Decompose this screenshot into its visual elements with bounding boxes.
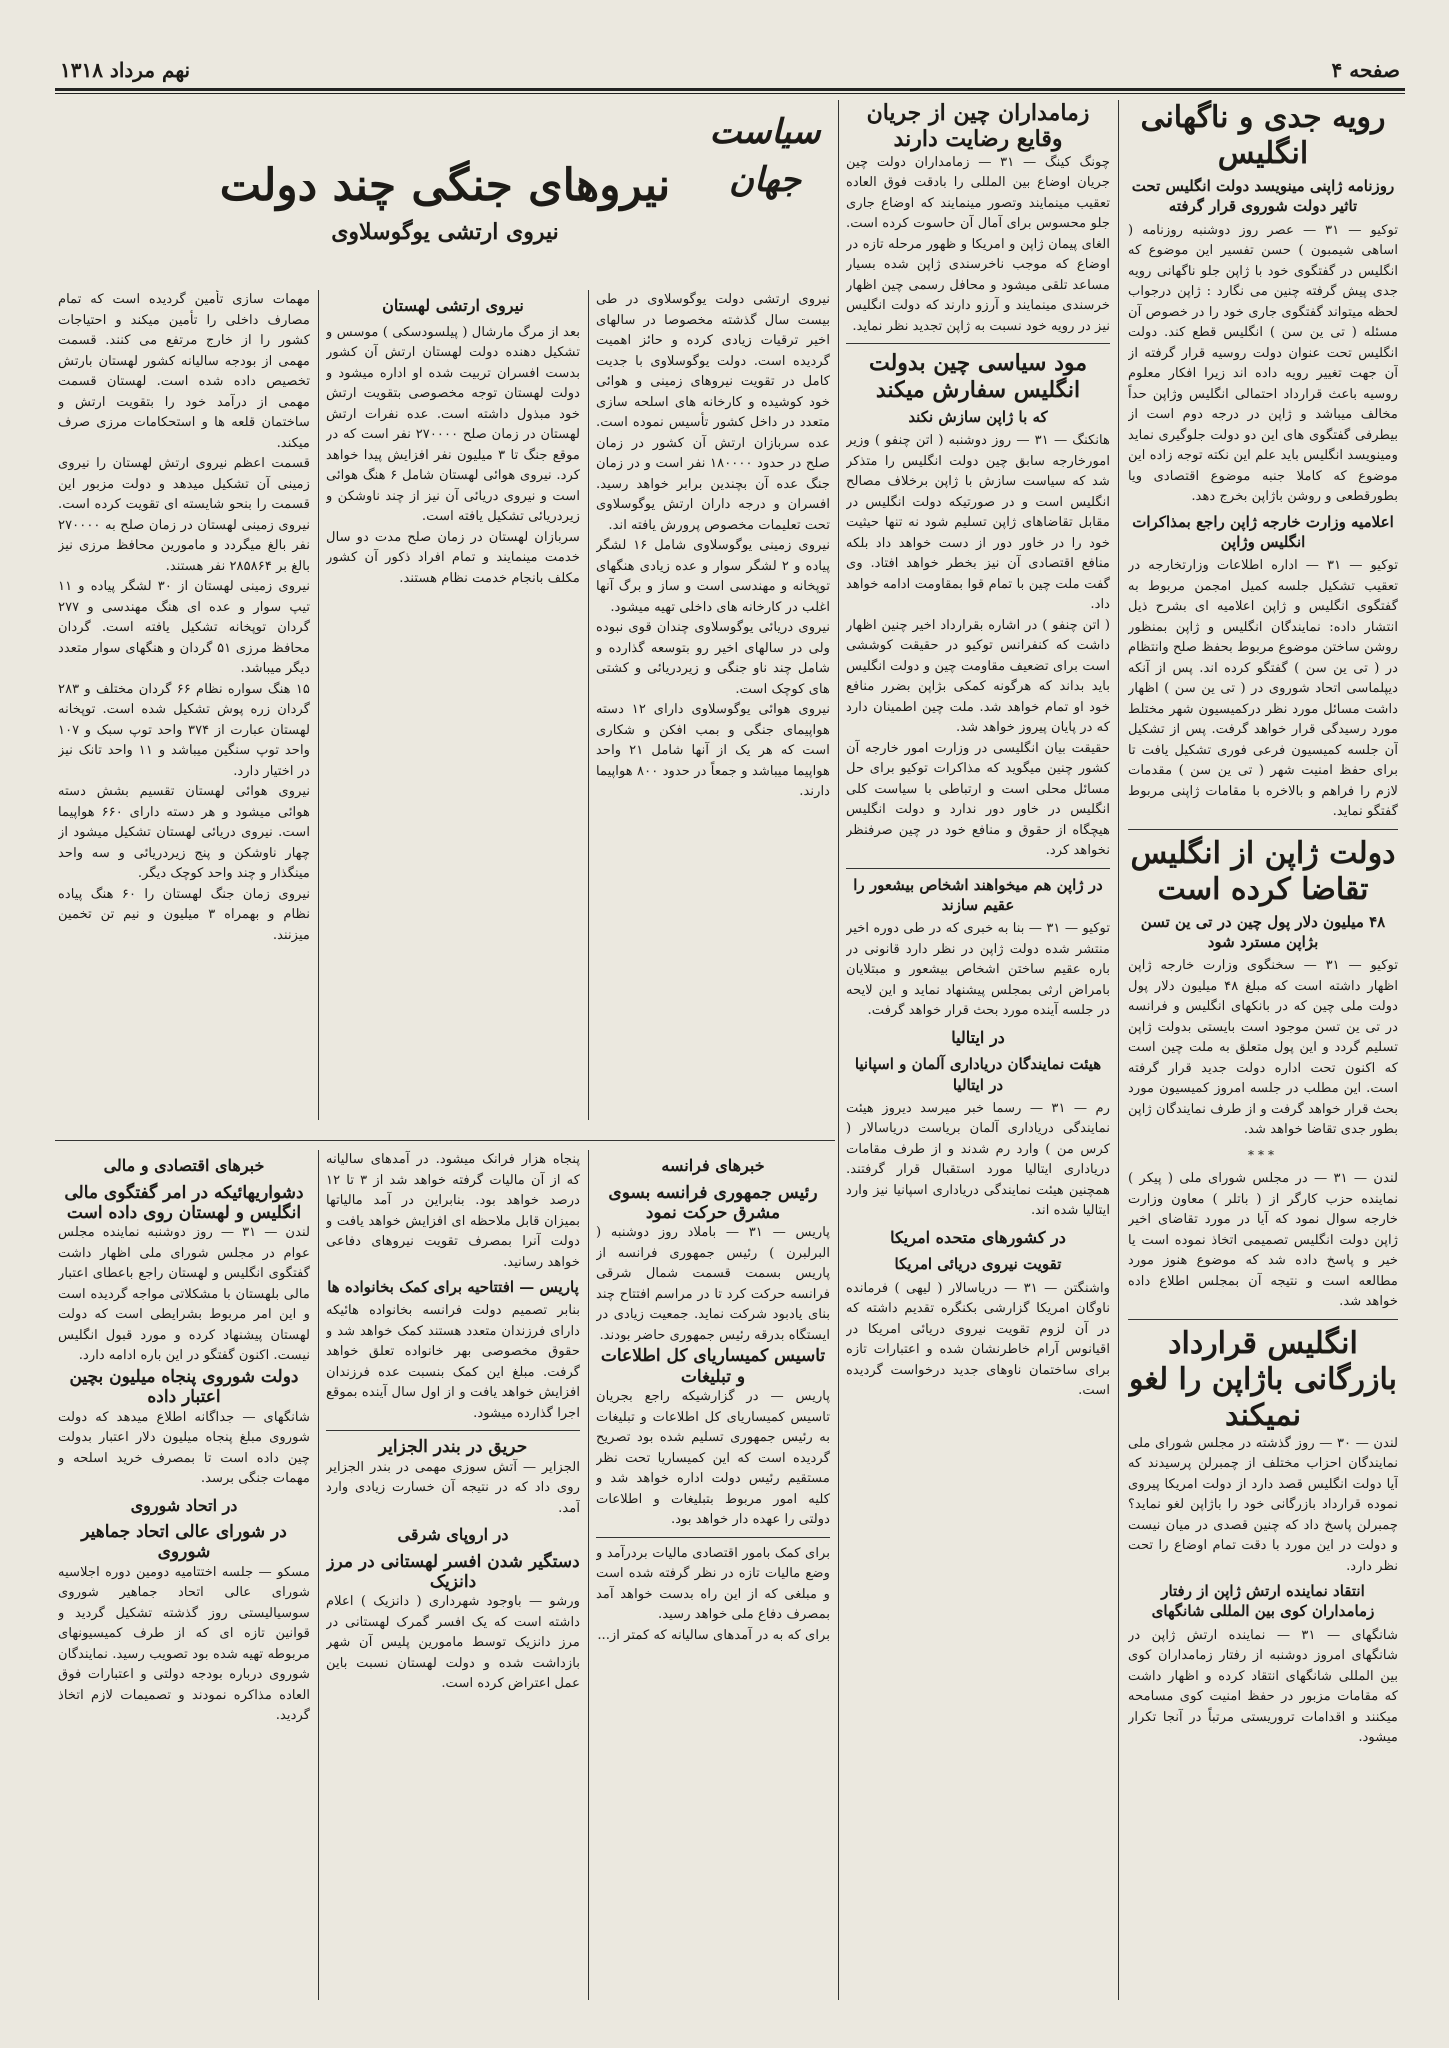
article-body: قسمت اعظم نیروی ارتش لهستان را نیروی زمینی آن تشکیل میدهد و دولت مزبور این قسمت را بنحو شایسته ای تقویت کرده است. نیروی زمینی لهستان در زمان صلح به ۲۷۰۰۰۰ نفر بالغ میگردد و مامورین محافظ مرزی نیز بالغ بر ۲۸۵۸۶۴ نفر هستند. — [58, 456, 310, 574]
subhead-family-aid: پاریس — افتتاحیه برای کمک بخانواده ها — [327, 1278, 579, 1296]
article-body: هانکنگ — ۳۱ — روز دوشنبه ( اتن چنفو ) وزیر امورخارجه سابق چین دولت انگلیس را متذکر شد که سیاست سازش با ژاپن برخلاف مصالح انگلیس است و در صورتیکه دولت انگلیس در مقابل تقاضاهای ژاپن تسلیم شود نه تنها حیثیت خود را در خاور دور از دست خواهد داد بلکه منافع اقتصادی آن نیز بخطر خواهد افتاد. وی گفت ملت چین با تمام قوا بمقاومت ادامه خواهد داد. — [846, 433, 1110, 613]
section-logo: سیاست جهان — [709, 112, 821, 200]
divider — [596, 1537, 830, 1538]
article-body: پنجاه هزار فرانک میشود. در آمدهای سالیانه که از آن مالیات گرفته خواهد شد از ۳ تا ۱۲ درصد خواهد بود. بنابراین در آمد مالیاتها بمیزان قابل ملاحظه ای افزایش خواهد یافت و دولت آنرا بمصرف تقویت نیروهای دفاعی خواهد رسانید. — [326, 1152, 580, 1270]
article-body: رم — ۳۱ — رسما خبر میرسد دیروز هیئت نمایندگی دریاداری آلمان بریاست دریاسالار ( کرس من ) وارد رم شدند و از طرف مقامات دریاداری ایتالیا مورد استقبال قرار گرفتند. همچنین هیئت نمایندگی دریاداری اسپانیا نیز وارد ایتالیا شده اند. — [846, 1100, 1110, 1219]
separator-stars: *** — [1248, 1147, 1278, 1162]
article-body: چونگ کینگ — ۳۱ — زمامداران دولت چین جریان اوضاع بین المللی را بادقت فوق العاده تعقیب مینمایند وتصور مینمایند که اوضاع جاری جلو محسوس برای آمال آن حاسوت کرده است. الغای پیمان ژاپن و امریکا و ظهور مرحله تازه در اوضاع که موجب ناخرسندی ژاپن شده بسیار مساعد تلقی میشود و محافل رسمی چین اظهار خرسندی مینمایند و آرزو دارند که دولت انگلیس نیز در رویه خود نسبت به ژاپن تجدید نظر نماید. — [846, 154, 1110, 334]
headline-uk-poland-finance: دشواریهائیکه در امر گفتگوی مالی انگلیس و لهستان روی داده است — [64, 1182, 304, 1223]
masthead — [60, 52, 1400, 88]
article-body: بعد از مرگ مارشال ( پیلسودسکی ) موسس و تشکیل دهنده دولت لهستان ارتش آن کشور بدست افسران تربیت شده او اداره میشود و دولت لهستان توجه مخصوصی بتقویت ارتش خود مبذول داشته است. عده نفرات ارتش لهستان در زمان صلح ۲۷۰۰۰۰ نفر است که در موقع جنگ تا ۳ میلیون نفر افزایش پیدا خواهد کرد. نیروی هوائی لهستان شامل ۶ هنگ هوائی است و نیروی دریائی آن نیز از چند ناوشکن و زیردریائی تشکیل یافته است. — [326, 324, 580, 524]
lower-col-middle — [326, 1150, 580, 2000]
column-4 — [58, 290, 310, 1120]
column-rule — [318, 1150, 319, 2000]
subhead-foreign-ministry: اعلامیه وزارت خارجه ژاپن راجع بمذاکرات انگلیس وژاپن — [1132, 512, 1394, 551]
headline-algiers-fire: حریق در بندر الجزایر — [378, 1437, 528, 1458]
section-soviet-union: در اتحاد شوروی — [130, 1495, 238, 1515]
article-body: شانگهای — ۳۱ — نماینده ارتش ژاپن در شانگهای امروز دوشنبه از رفتار زمامداران کوی بین المللی شانگهای انتقاد کرده و اظهار داشت که مقامات مزبور در حفظ امنیت کوی مسامحه میکنند و اقدامات تروریستی مرتباً در آنجا تکرار میشود. — [1128, 1627, 1398, 1745]
lower-col-france — [596, 1150, 830, 2000]
article-body: توکیو — ۳۱ — بنا به خبری که در طی دوره اخیر منتشر شده دولت ژاپن در نظر دارد قانونی در باره عقیم ساختن اشخاص بیشعور و مبتلایان بامراض ارثی بمجلس پیشنهاد نماید و این لایحه در جلسه آینده مورد بحث قرار خواهد گرفت. — [846, 921, 1110, 1019]
divider — [1128, 829, 1398, 830]
column-3b — [326, 290, 580, 1120]
article-body: توکیو — ۳۱ — اداره اطلاعات وزارتخارجه در تعقیب تشکیل جلسه کمیل امجمن مربوط به گفتگوی انگلیس و ژاپن اعلامیه ای بشرح ذیل انتشار داده: نمایندگان انگلیس و ژاپن بمنظور روشن ساختن موضوع مربوط بحفظ صلح وانتظام در ( تی ین سن ) گفتگو کرده اند. پس از آنکه دیپلماسی اتحاد شوروی در ( تی ین سن ) اظهار داشت مسائل مورد نظر درکمیسیون شهر مختلط مورد رسیدگی قرار خواهد گرفت. پس از تشکیل آن جلسه کمیسیون فرعی فوری تشکیل یافت تا برای حفظ امنیت شهر ( تی ین سن ) مقدمات لازم را فراهم و بالاخره با مقامات ژاپنی مربوط گفتگو نماید. — [1128, 558, 1398, 819]
column-rule — [838, 100, 839, 2000]
subhead-us-navy: تقویت نیروی دریائی امریکا — [894, 1255, 1062, 1274]
subhead-naval-delegations: هیئت نمایندگان دریاداری آلمان و اسپانیا در ایتالیا — [854, 1055, 1102, 1094]
masthead-rule — [55, 88, 1405, 91]
divider — [846, 343, 1110, 344]
section-eastern-europe: در اروپای شرقی — [397, 1525, 509, 1545]
article-body: نیروی دریائی یوگوسلاوی چندان قوی نبوده ولی در سالهای اخیر رو بتوسعه گذارده و شامل چند ناو جنگی و زیردریائی و کشتی های کوچک است. — [596, 620, 830, 697]
headline-chinese-politician: مود سیاسی چین بدولت انگلیس سفارش میکند — [868, 350, 1088, 403]
column-2 — [846, 100, 1110, 2000]
column-rule — [318, 290, 319, 1120]
article-body: پاریس — ۳۱ — باملاد روز دوشنبه ( البرلبرن ) رئیس جمهوری فرانسه از پاریس بسمت قسمت شمال شرقی فرانسه حرکت کرد تا در مراسم افتتاح چند بنای یادبود شرکت نماید. جمعیت زیادی در ایستگاه بدرقه رئیس جمهوری حاضر بودند. — [596, 1225, 830, 1343]
section-usa: در کشورهای متحده امریکا — [890, 1227, 1066, 1247]
headline-military-forces: نیروهای جنگی چند دولت — [219, 160, 671, 211]
article-body: مسکو — جلسه اختتامیه دومین دوره اجلاسیه شورای عالی اتحاد جماهیر شوروی سوسیالیستی روز گذشته تشکیل گردید و قوانین تازه ای که از طرف کمیسیونهای مربوطه تهیه شده بود تصویب رسید. نمایندگان شوروی درباره بودجه دولتی و اعتبارات فوق العاده مذاکره نمودند و تصمیمات لازم اتخاذ گردید. — [58, 1564, 310, 1724]
article-body: حقیقت بیان انگلیسی در وزارت امور خارجه آن کشور چنین میگوید که مذاکرات توکیو برای حل مسائل محلی است و ارتباطی با سیاست کلی انگلیس در خاور دور ندارد و دولت انگلیس هیچگاه از حقوق و منافع خود در چین صرفنظر نخواهد کرد. — [846, 740, 1110, 859]
headline-serious-stance: رویه جدی و ناگهانی انگلیس — [1140, 100, 1386, 171]
section-poland-army: نیروی ارتشی لهستان — [382, 296, 524, 315]
article-body: توکیو — ۳۱ — سخنگوی وزارت خارجه ژاپن اظهار داشته است که مبلغ ۴۸ میلیون دلار پول دولت ملی چین که در بانکهای انگلیس و فرانسه در تی ین تسن موجود است بایستی بدولت ژاپن تسلیم گردد و این پول متعلق به ملت چین است که اکنون تحت اداره دولت جدید قرار گرفته است. این مطلب در جلسه امروز کمیسیون مورد بحث قرار خواهد گرفت و از طرف نمایندگان ژاپن بطور جدی تقاضا خواهد شد. — [1128, 958, 1398, 1137]
article-body: نیروی زمینی لهستان از ۳۰ لشگر پیاده و ۱۱ تیپ سوار و عده ای هنگ مهندسی و ۲۷۷ گردان توپخانه تشکیل یافته است. گردان محافظ مرزی ۵۱ گردان و هنگهای سوار متعدد دیگر میباشد. — [58, 579, 310, 676]
column-rule — [588, 290, 589, 1120]
article-body: شانگهای — جداگانه اطلاع میدهد که دولت شوروی مبلغ پنجاه میلیون دلار اعتبار بدولت چین داده است تا بمصرف خرید اسلحه و مهمات جنگی برسد. — [58, 1409, 310, 1487]
column-1 — [1128, 100, 1398, 2000]
article-body: الجزایر — آتش سوزی مهمی در بندر الجزایر روی داد که در نتیجه آن خسارت زیادی وارد آمد. — [326, 1459, 580, 1516]
headline-supreme-soviet: در شورای عالی اتحاد جماهیر شوروی — [81, 1522, 287, 1563]
column-rule — [1118, 100, 1119, 2000]
divider — [846, 868, 1110, 869]
headline-soviet-credit: دولت شوروی پنجاه میلیون بچین اعتبار داده — [69, 1366, 299, 1408]
article-body: سربازان لهستان در زمان صلح مدت دو سال خدمت مینمایند و تمام افراد ذکور آن کشور مکلف بانجام خدمت نظام هستند. — [326, 529, 580, 586]
divider — [326, 1430, 580, 1431]
subhead-no-compromise: که با ژاپن سازش نکند — [908, 408, 1048, 427]
subhead-japanese-paper: روزنامه ژاپنی مینویسد دولت انگلیس تحت تاثیر دولت شوروی قرار گرفته — [1131, 177, 1395, 216]
subhead-sterilization: در ژاپن هم میخواهند اشخاص بیشعور را عقیم سازند — [853, 875, 1103, 915]
masthead-rule-thin — [55, 93, 1405, 94]
subhead-48-million: ۴۸ میلیون دلار پول چین در تی ین تسن بژاپن مسترد شود — [1140, 912, 1386, 951]
article-body: ورشو — باوجود شهرداری ( دانزیک ) اعلام داشته است که یک افسر گمرک لهستانی در مرز دانزیک توسط مامورین پلیس آن شهر بازداشت شده و دولت لهستان نسبت باین عمل اعتراض کرده است. — [326, 1594, 580, 1692]
article-body: لندن — ۳۱ — روز دوشنبه نماینده مجلس عوام در مجلس شورای ملی اظهار داشت گفتگوی انگلیس و لهستان راجع باعطای اعتبار مالی بلهستان با مشکلاتی مواجه گردیده است و این امر مربوط بشرایطی است که دولت لهستان پیشنهاد کرده و مورد قبول انگلیس نیست. اکنون گفتگو در این باره ادامه دارد. — [58, 1225, 310, 1364]
article-body: نیروی هوائی یوگوسلاوی دارای ۱۲ دسته هواپیمای جنگی و بمب افکن و شکاری است که هر یک از آنها شامل ۲۱ واحد هواپیما میباشد و جمعاً در حدود ۸۰۰ هواپیما دارند. — [596, 702, 830, 799]
section-italy: در ایتالیا — [951, 1027, 1005, 1047]
article-body: نیروی هوائی لهستان تقسیم بشش دسته هوائی میشود و هر دسته دارای ۶۶۰ هواپیما است. نیروی دریائی لهستان تشکیل میشود از چهار ناوشکن و پنج زیردریائی و سه واحد مینگذار و چند واحد کوچک دیگر. — [58, 784, 310, 881]
article-body: برای کمک بامور اقتصادی مالیات بردرآمد و وضع مالیات تازه در نظر گرفته شده است و مبلغی که از این راه بدست خواهد آمد بمصرف دفاع ملی خواهد رسید. — [596, 1545, 830, 1623]
feature-header — [60, 160, 830, 270]
issue-date: نهم مرداد ۱۳۱۸ — [60, 58, 191, 82]
column-3 — [596, 290, 830, 1120]
headline-trade-agreement: انگلیس قرارداد بازرگانی باژاپن را لغو نمیکند — [1128, 1325, 1397, 1433]
subhead-shanghai-criticism: انتقاد نماینده ارتش ژاپن از رفتار زمامداران کوی بین المللی شانگهای — [1151, 1582, 1375, 1621]
subhead-yugoslavia: نیروی ارتشی یوگوسلاوی — [331, 218, 559, 245]
article-body: لندن — ۳۱ — در مجلس شورای ملی ( پیکر ) نماینده حزب کارگر از ( باتلر ) معاون وزارت خارجه سوال نمود که آیا در مورد تقاضای اخیر ژاپن دولت انگلیس تصمیمی اتخاذ نموده است یا خیر و پاسخ داده شد که موضوع هنوز مورد مطالعه است و نتیجه آن بمجلس اطلاع داده خواهد شد. — [1128, 1171, 1398, 1309]
article-body: نیروی زمینی یوگوسلاوی شامل ۱۶ لشگر پیاده و ۲ لشگر سوار و عده زیادی هنگهای توپخانه و مهندسی است و ساز و برگ آنها اغلب در کارخانه های داخلی تهیه میشود. — [596, 538, 830, 615]
section-france-news: خبرهای فرانسه — [661, 1156, 765, 1175]
section-economy: خبرهای اقتصادی و مالی — [103, 1156, 265, 1175]
article-body: مهمات سازی تأمین گردیده است که تمام مصارف داخلی را تأمین میکند و احتیاجات کشور را از خارج مرتفع می کنند. قسمت مهمی از بودجه سالیانه کشور لهستان بارتش تخصیص داده شده است. لهستان قسمت مهمی از درآمد خود را بتقویت ارتش و ساختمان قلعه ها و استحکامات مرزی صرف میکند. — [58, 292, 310, 451]
headline-french-president: رئیس جمهوری فرانسه بسوی مشرق حرکت نمود — [608, 1182, 818, 1223]
article-body: ( اتن چنفو ) در اشاره بقرارداد اخیر چنین اظهار داشت که کنفرانس توکیو در حقیقت کوششی است برای تضعیف مقاومت چین و دولت انگلیس باید بداند که هرگونه کمکی بژاپن بضرر منافع خود او تمام خواهد شد. ملت چین اطمینان دارد که در پایان پیروز خواهد شد. — [846, 617, 1110, 736]
lower-col-economy — [58, 1150, 310, 2000]
article-body: برای که به در آمدهای سالیانه که کمتر از... — [597, 1627, 830, 1643]
article-body: پاریس — در گزارشیکه راجع بجریان تاسیس کمیساریای کل اطلاعات و تبلیغات به رئیس جمهوری تسلیم شده بود تصریح گردیده است که این کمیساریا تحت نظر مستقیم رئیس دولت اداره خواهد شد و کلیه امور مربوط بتبلیغات و اطلاعات دولتی را عهده دار خواهد بود. — [596, 1389, 830, 1528]
headline-japan-request: دولت ژاپن از انگلیس تقاضا کرده است — [1130, 835, 1396, 907]
article-body: نیروی زمان جنگ لهستان را ۶۰ هنگ پیاده نظام و بهمراه ۳ میلیون و نیم تن تخمین میزنند. — [58, 886, 310, 943]
article-body: نیروی ارتشی دولت یوگوسلاوی در طی بیست سال گذشته مخصوصا در سالهای اخیر ترقیات زیادی کرده و حائز اهمیت گردیده است. دولت یوگوسلاوی با جدیت کامل در تقویت نیروهای زمینی و هوائی خود کوشیده و کارخانه های اسلحه سازی متعدد در داخل کشور تأسیس نموده است. عده سربازان ارتش آن کشور در زمان صلح در حدود ۱۸۰۰۰۰ نفر است و در زمان جنگ عده آن بچندین برابر خواهد رسید. افسران و درجه داران ارتش یوگوسلاوی تحت تعلیمات مخصوص پرورش یافته اند. — [596, 292, 830, 533]
article-body: واشنگتن — ۳۱ — دریاسالار ( لیهی ) فرمانده ناوگان امریکا گزارشی بکنگره تقدیم داشته که در آن لزوم تقویت نیروی دریائی امریکا در اقیانوس آرام خاطرنشان شده و اعتبارات تازه برای ساختمان ناوهای جدید درخواست گردیده است. — [846, 1280, 1110, 1399]
article-body: لندن — ۳۰ — روز گذشته در مجلس شورای ملی نمایندگان احزاب مختلف از چمبرلن پرسیدند که آیا دولت انگلیس قصد دارد از دولت امریکا پیروی نموده قرارداد بازرگانی خود را باژاپن لغو نماید؟ چمبرلن پاسخ داد که چنین قصدی در میان نیست و دولت در این مورد با دقت تمام اوضاع را تحت نظر دارد. — [1128, 1435, 1398, 1574]
column-rule — [588, 1150, 589, 2000]
headline-polish-officer: دستگیر شدن افسر لهستانی در مرز دانزیک — [326, 1551, 580, 1593]
article-body: توکیو — ۳۱ — عصر روز دوشنبه روزنامه ( اساهی شیمبون ) حسن تفسیر این موضوع که انگلیس در گفتگوی خود با ژاپن جلو ناگهانی رویه جدی پیش گرفته چنین می نگارد : ژاپن درجواب لحظه میتواند گفتگوی جاری خود را در خصوص آن مسئله ( تی ین سن ) انگلیس قطع کند. دولت انگلیس تحت عنوان دولت روسیه قرار گرفته از آن جهت تغییر رویه داده اند زیرا افکار معلوم روسیه باعث قرارداد احتمالی انگلیس وژاپن حداً مخالف میباشد و ژاپن در درجه دوم است از بیطرفی گفتگوی های این دو دولت جلوگیری نماید ومینویسد انگلیس باید علم این نکته توجه زاده این موضوع که کاملا جنبه موضوع اقتصادی ویا بطورقطعی و روشن باژاپن بخرج دهد. — [1128, 222, 1398, 504]
page-label: صفحه ۴ — [1331, 58, 1400, 82]
headline-chinese-leaders: زمامداران چین از جریان وقایع رضایت دارند — [866, 100, 1090, 153]
article-body: ۱۵ هنگ سواره نظام ۶۶ گردان مختلف و ۲۸۳ گردان زره پوش تشکیل شده است. توپخانه لهستان عبارت از ۳۷۴ واحد توپ سبک و ۱۰۷ واحد توپ سنگین میباشد و ۱۱ واحد تانک نیز در اختیار دارد. — [58, 681, 310, 779]
article-body: بنابر تصمیم دولت فرانسه بخانواده هائیکه دارای فرزندان متعدد هستند کمک خواهد شد و حقوق مخصوصی بهر خانواده تعلق خواهد گرفت. مبلغ این کمک بنسبت عده فرزندان افزایش خواهد یافت و از اول سال آینده بموقع اجرا گذارده میشود. — [326, 1303, 580, 1421]
headline-info-commissariat: تاسیس کمیساریای کل اطلاعات و تبلیغات — [600, 1346, 826, 1387]
section-rule — [55, 1140, 835, 1141]
divider — [1128, 1319, 1398, 1320]
